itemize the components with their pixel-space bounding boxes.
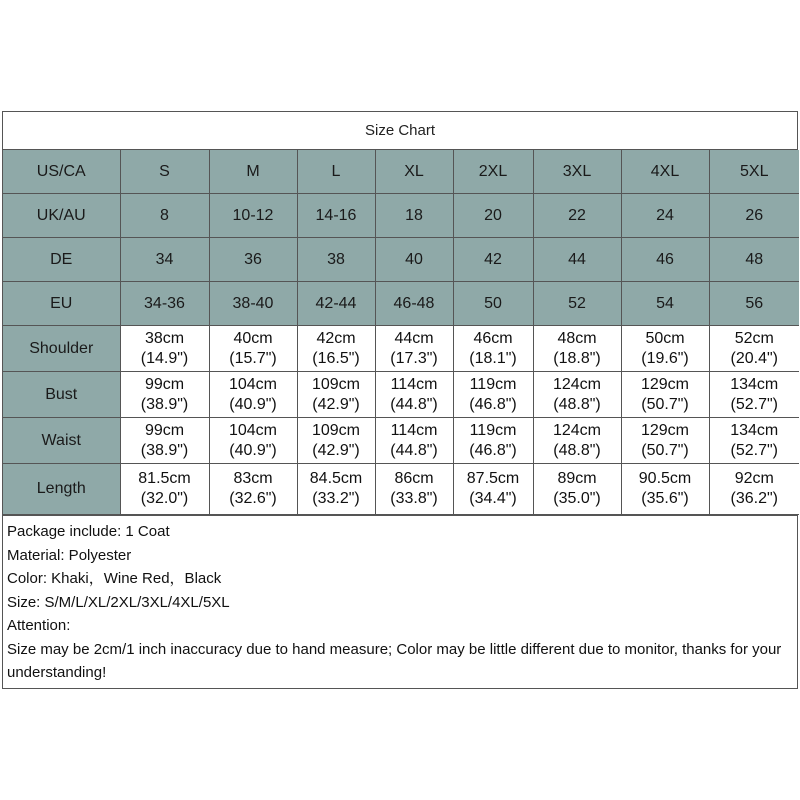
attention-label: Attention: bbox=[7, 617, 71, 634]
size-cell: 48 bbox=[709, 238, 799, 282]
inch-value: (48.8") bbox=[553, 441, 601, 459]
measurement-cell bbox=[709, 326, 799, 372]
size-line: Size: S/M/L/XL/2XL/3XL/4XL/5XL bbox=[7, 593, 230, 611]
inch-value: (33.8") bbox=[390, 490, 438, 507]
measurement-cell bbox=[120, 418, 209, 464]
measurement-cell bbox=[453, 464, 533, 515]
size-cell: 54 bbox=[621, 282, 709, 326]
size-cell: 50 bbox=[453, 282, 533, 326]
cm-value: 124cm bbox=[552, 375, 602, 393]
size-cell: L bbox=[297, 150, 375, 194]
size-conversion-row bbox=[3, 238, 799, 282]
inch-value: (40.9") bbox=[229, 395, 277, 413]
measurement-cell bbox=[209, 326, 297, 372]
measurement-cell bbox=[453, 372, 533, 418]
cm-value: 134cm bbox=[730, 421, 779, 439]
inch-value: (42.9") bbox=[312, 395, 360, 413]
cm-value: 50cm bbox=[645, 329, 685, 347]
size-cell: 22 bbox=[533, 194, 621, 238]
size-cell: 4XL bbox=[621, 150, 709, 194]
inch-value: (16.5") bbox=[312, 349, 360, 367]
size-cell: S bbox=[120, 150, 209, 194]
measurement-cell bbox=[453, 326, 533, 372]
inch-value: (50.7") bbox=[641, 441, 689, 459]
measurement-cell bbox=[297, 372, 375, 418]
size-cell: 24 bbox=[621, 194, 709, 238]
inch-value: (35.6") bbox=[641, 490, 689, 507]
size-cell: 18 bbox=[375, 194, 453, 238]
cm-value: 119cm bbox=[469, 375, 517, 393]
size-cell: 38 bbox=[297, 238, 375, 282]
measurement-cell bbox=[297, 326, 375, 372]
measurement-cell bbox=[621, 418, 709, 464]
inch-value: (44.8") bbox=[390, 441, 438, 459]
measurement-cell bbox=[533, 418, 621, 464]
size-chart-frame bbox=[2, 111, 798, 689]
cm-value: 129cm bbox=[640, 421, 690, 439]
size-cell: 20 bbox=[453, 194, 533, 238]
cm-value: 83cm bbox=[233, 470, 273, 487]
inch-value: (20.4") bbox=[730, 349, 778, 367]
cm-value: 86cm bbox=[394, 470, 434, 487]
inch-value: (42.9") bbox=[312, 441, 360, 459]
size-cell: 5XL bbox=[709, 150, 799, 194]
inch-value: (38.9") bbox=[140, 395, 189, 413]
inch-value: (18.8") bbox=[553, 349, 601, 367]
size-cell: 2XL bbox=[453, 150, 533, 194]
inch-value: (32.6") bbox=[229, 490, 277, 507]
cm-value: 114cm bbox=[390, 375, 438, 393]
measurement-cell bbox=[120, 464, 209, 515]
size-cell: 46-48 bbox=[375, 282, 453, 326]
inch-value: (36.2") bbox=[730, 490, 778, 507]
size-cell: 44 bbox=[533, 238, 621, 282]
inch-value: (50.7") bbox=[641, 395, 689, 413]
size-cell: 38-40 bbox=[209, 282, 297, 326]
size-cell: XL bbox=[375, 150, 453, 194]
inch-value: (14.9") bbox=[140, 349, 189, 367]
size-conversion-row bbox=[3, 150, 799, 194]
inch-value: (33.2") bbox=[312, 490, 360, 507]
row-label: Waist bbox=[3, 418, 120, 464]
cm-value: 40cm bbox=[233, 329, 273, 347]
size-conversion-row bbox=[3, 194, 799, 238]
measurement-cell bbox=[120, 372, 209, 418]
size-cell: 46 bbox=[621, 238, 709, 282]
cm-value: 124cm bbox=[552, 421, 602, 439]
inch-value: (38.9") bbox=[140, 441, 189, 459]
row-label: DE bbox=[3, 238, 120, 282]
row-label: Length bbox=[3, 464, 120, 515]
cm-value: 114cm bbox=[390, 421, 438, 439]
measurement-cell bbox=[375, 464, 453, 515]
measurement-cell bbox=[533, 326, 621, 372]
measurement-cell bbox=[533, 464, 621, 515]
color-line: Color: Khaki，Wine Red，Black bbox=[7, 570, 222, 587]
inch-value: (34.4") bbox=[469, 490, 517, 507]
size-cell: 40 bbox=[375, 238, 453, 282]
row-label: US/CA bbox=[3, 150, 120, 194]
row-label: EU bbox=[3, 282, 120, 326]
measurement-cell bbox=[375, 372, 453, 418]
inch-value: (19.6") bbox=[641, 349, 689, 367]
cm-value: 48cm bbox=[557, 329, 597, 347]
cm-value: 87.5cm bbox=[466, 470, 520, 487]
package-line: Package include: 1 Coat bbox=[7, 523, 170, 540]
size-cell: 36 bbox=[209, 238, 297, 282]
inch-value: (46.8") bbox=[469, 395, 517, 413]
measurement-cell bbox=[297, 418, 375, 464]
inch-value: (44.8") bbox=[390, 395, 438, 413]
measurement-cell bbox=[453, 418, 533, 464]
measurement-cell bbox=[209, 372, 297, 418]
product-notes bbox=[3, 515, 797, 685]
row-label: Shoulder bbox=[3, 326, 120, 372]
inch-value: (40.9") bbox=[229, 441, 277, 459]
inch-value: (48.8") bbox=[553, 395, 601, 413]
cm-value: 109cm bbox=[311, 375, 361, 393]
size-cell: 42-44 bbox=[297, 282, 375, 326]
measurement-cell bbox=[533, 372, 621, 418]
size-conversion-row bbox=[3, 282, 799, 326]
cm-value: 119cm bbox=[469, 421, 517, 439]
size-cell: 26 bbox=[709, 194, 799, 238]
cm-value: 46cm bbox=[473, 329, 513, 347]
cm-value: 81.5cm bbox=[138, 470, 191, 487]
measurement-cell bbox=[375, 418, 453, 464]
attention-text: Size may be 2cm/1 inch inaccuracy due to hand measure; Color may be little different due to monitor, thanks for your understanding! bbox=[7, 640, 782, 681]
size-cell: M bbox=[209, 150, 297, 194]
size-cell: 56 bbox=[709, 282, 799, 326]
size-cell: 52 bbox=[533, 282, 621, 326]
cm-value: 99cm bbox=[144, 375, 185, 393]
size-cell: 42 bbox=[453, 238, 533, 282]
cm-value: 109cm bbox=[311, 421, 361, 439]
inch-value: (52.7") bbox=[730, 441, 778, 459]
size-table bbox=[3, 150, 799, 515]
size-chart-title: Size Chart bbox=[3, 112, 797, 150]
cm-value: 52cm bbox=[734, 329, 774, 347]
size-cell: 34-36 bbox=[120, 282, 209, 326]
material-line: Material: Polyester bbox=[7, 546, 132, 564]
measurement-cell bbox=[621, 326, 709, 372]
inch-value: (18.1") bbox=[469, 349, 517, 367]
cm-value: 44cm bbox=[394, 329, 434, 347]
cm-value: 104cm bbox=[228, 421, 278, 439]
measurement-cell bbox=[621, 372, 709, 418]
measurement-cell bbox=[120, 326, 209, 372]
inch-value: (35.0") bbox=[553, 490, 601, 507]
inch-value: (46.8") bbox=[469, 441, 517, 459]
size-cell: 14-16 bbox=[297, 194, 375, 238]
size-cell: 3XL bbox=[533, 150, 621, 194]
measurement-row bbox=[3, 464, 799, 515]
measurement-cell bbox=[209, 464, 297, 515]
measurement-row bbox=[3, 418, 799, 464]
size-cell: 10-12 bbox=[209, 194, 297, 238]
measurement-cell bbox=[375, 326, 453, 372]
cm-value: 89cm bbox=[557, 470, 597, 487]
measurement-row bbox=[3, 372, 799, 418]
cm-value: 99cm bbox=[144, 421, 185, 439]
inch-value: (52.7") bbox=[730, 395, 778, 413]
cm-value: 134cm bbox=[730, 375, 779, 393]
cm-value: 129cm bbox=[640, 375, 690, 393]
cm-value: 38cm bbox=[144, 329, 185, 347]
measurement-cell bbox=[709, 418, 799, 464]
measurement-cell bbox=[621, 464, 709, 515]
cm-value: 104cm bbox=[228, 375, 278, 393]
inch-value: (32.0") bbox=[140, 490, 189, 507]
measurement-cell bbox=[709, 372, 799, 418]
inch-value: (17.3") bbox=[390, 349, 438, 367]
measurement-cell bbox=[209, 418, 297, 464]
size-cell: 8 bbox=[120, 194, 209, 238]
row-label: UK/AU bbox=[3, 194, 120, 238]
measurement-row bbox=[3, 326, 799, 372]
inch-value: (15.7") bbox=[229, 349, 277, 367]
row-label: Bust bbox=[3, 372, 120, 418]
size-cell: 34 bbox=[120, 238, 209, 282]
cm-value: 92cm bbox=[734, 470, 774, 487]
cm-value: 42cm bbox=[316, 329, 356, 347]
cm-value: 90.5cm bbox=[638, 470, 692, 487]
measurement-cell bbox=[297, 464, 375, 515]
cm-value: 84.5cm bbox=[309, 470, 363, 487]
measurement-cell bbox=[709, 464, 799, 515]
